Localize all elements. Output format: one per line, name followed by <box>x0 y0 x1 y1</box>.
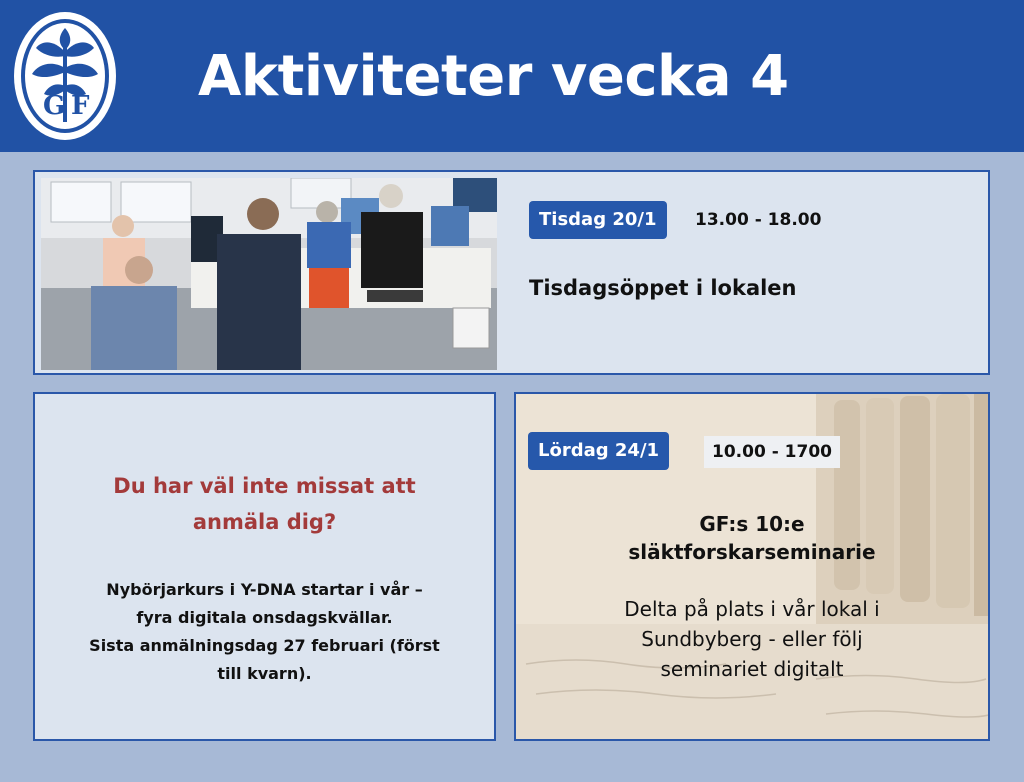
notice-heading-line: Du har väl inte missat att <box>113 474 416 498</box>
event-panel-tuesday <box>33 170 990 375</box>
page-title: Aktiviteter vecka 4 <box>198 44 789 109</box>
time-tuesday: 13.00 - 18.00 <box>695 210 822 230</box>
seminar-description-line: Delta på plats i vår lokal i <box>624 597 880 621</box>
seminar-description-line: Sundbyberg - eller följ <box>641 627 863 651</box>
seminar-description <box>516 594 988 684</box>
time-saturday: 10.00 - 1700 <box>704 436 840 468</box>
notice-panel <box>33 392 496 741</box>
notice-body-line: Sista anmälningsdag 27 februari (först <box>89 636 440 655</box>
svg-text:G: G <box>43 91 66 121</box>
seminar-description-line: seminariet digitalt <box>660 657 844 681</box>
notice-heading <box>35 468 494 540</box>
event-panel-saturday <box>514 392 990 741</box>
notice-body <box>55 576 474 688</box>
seminar-title <box>516 510 988 566</box>
office-photo <box>41 178 497 370</box>
event-title-tuesday: Tisdagsöppet i lokalen <box>529 276 797 300</box>
svg-text:F: F <box>71 91 90 121</box>
day-label-tuesday: Tisdag 20/1 <box>529 201 667 239</box>
notice-body-line: fyra digitala onsdagskvällar. <box>136 608 393 627</box>
notice-body-line: till kvarn). <box>217 664 312 683</box>
gf-logo <box>12 10 118 142</box>
seminar-title-line: GF:s 10:e <box>699 512 805 536</box>
header-banner <box>0 0 1024 152</box>
notice-heading-line: anmäla dig? <box>192 510 337 534</box>
notice-body-line: Nybörjarkurs i Y-DNA startar i vår – <box>106 580 423 599</box>
seminar-title-line: släktforskarseminarie <box>628 540 876 564</box>
day-label-saturday: Lördag 24/1 <box>528 432 669 470</box>
